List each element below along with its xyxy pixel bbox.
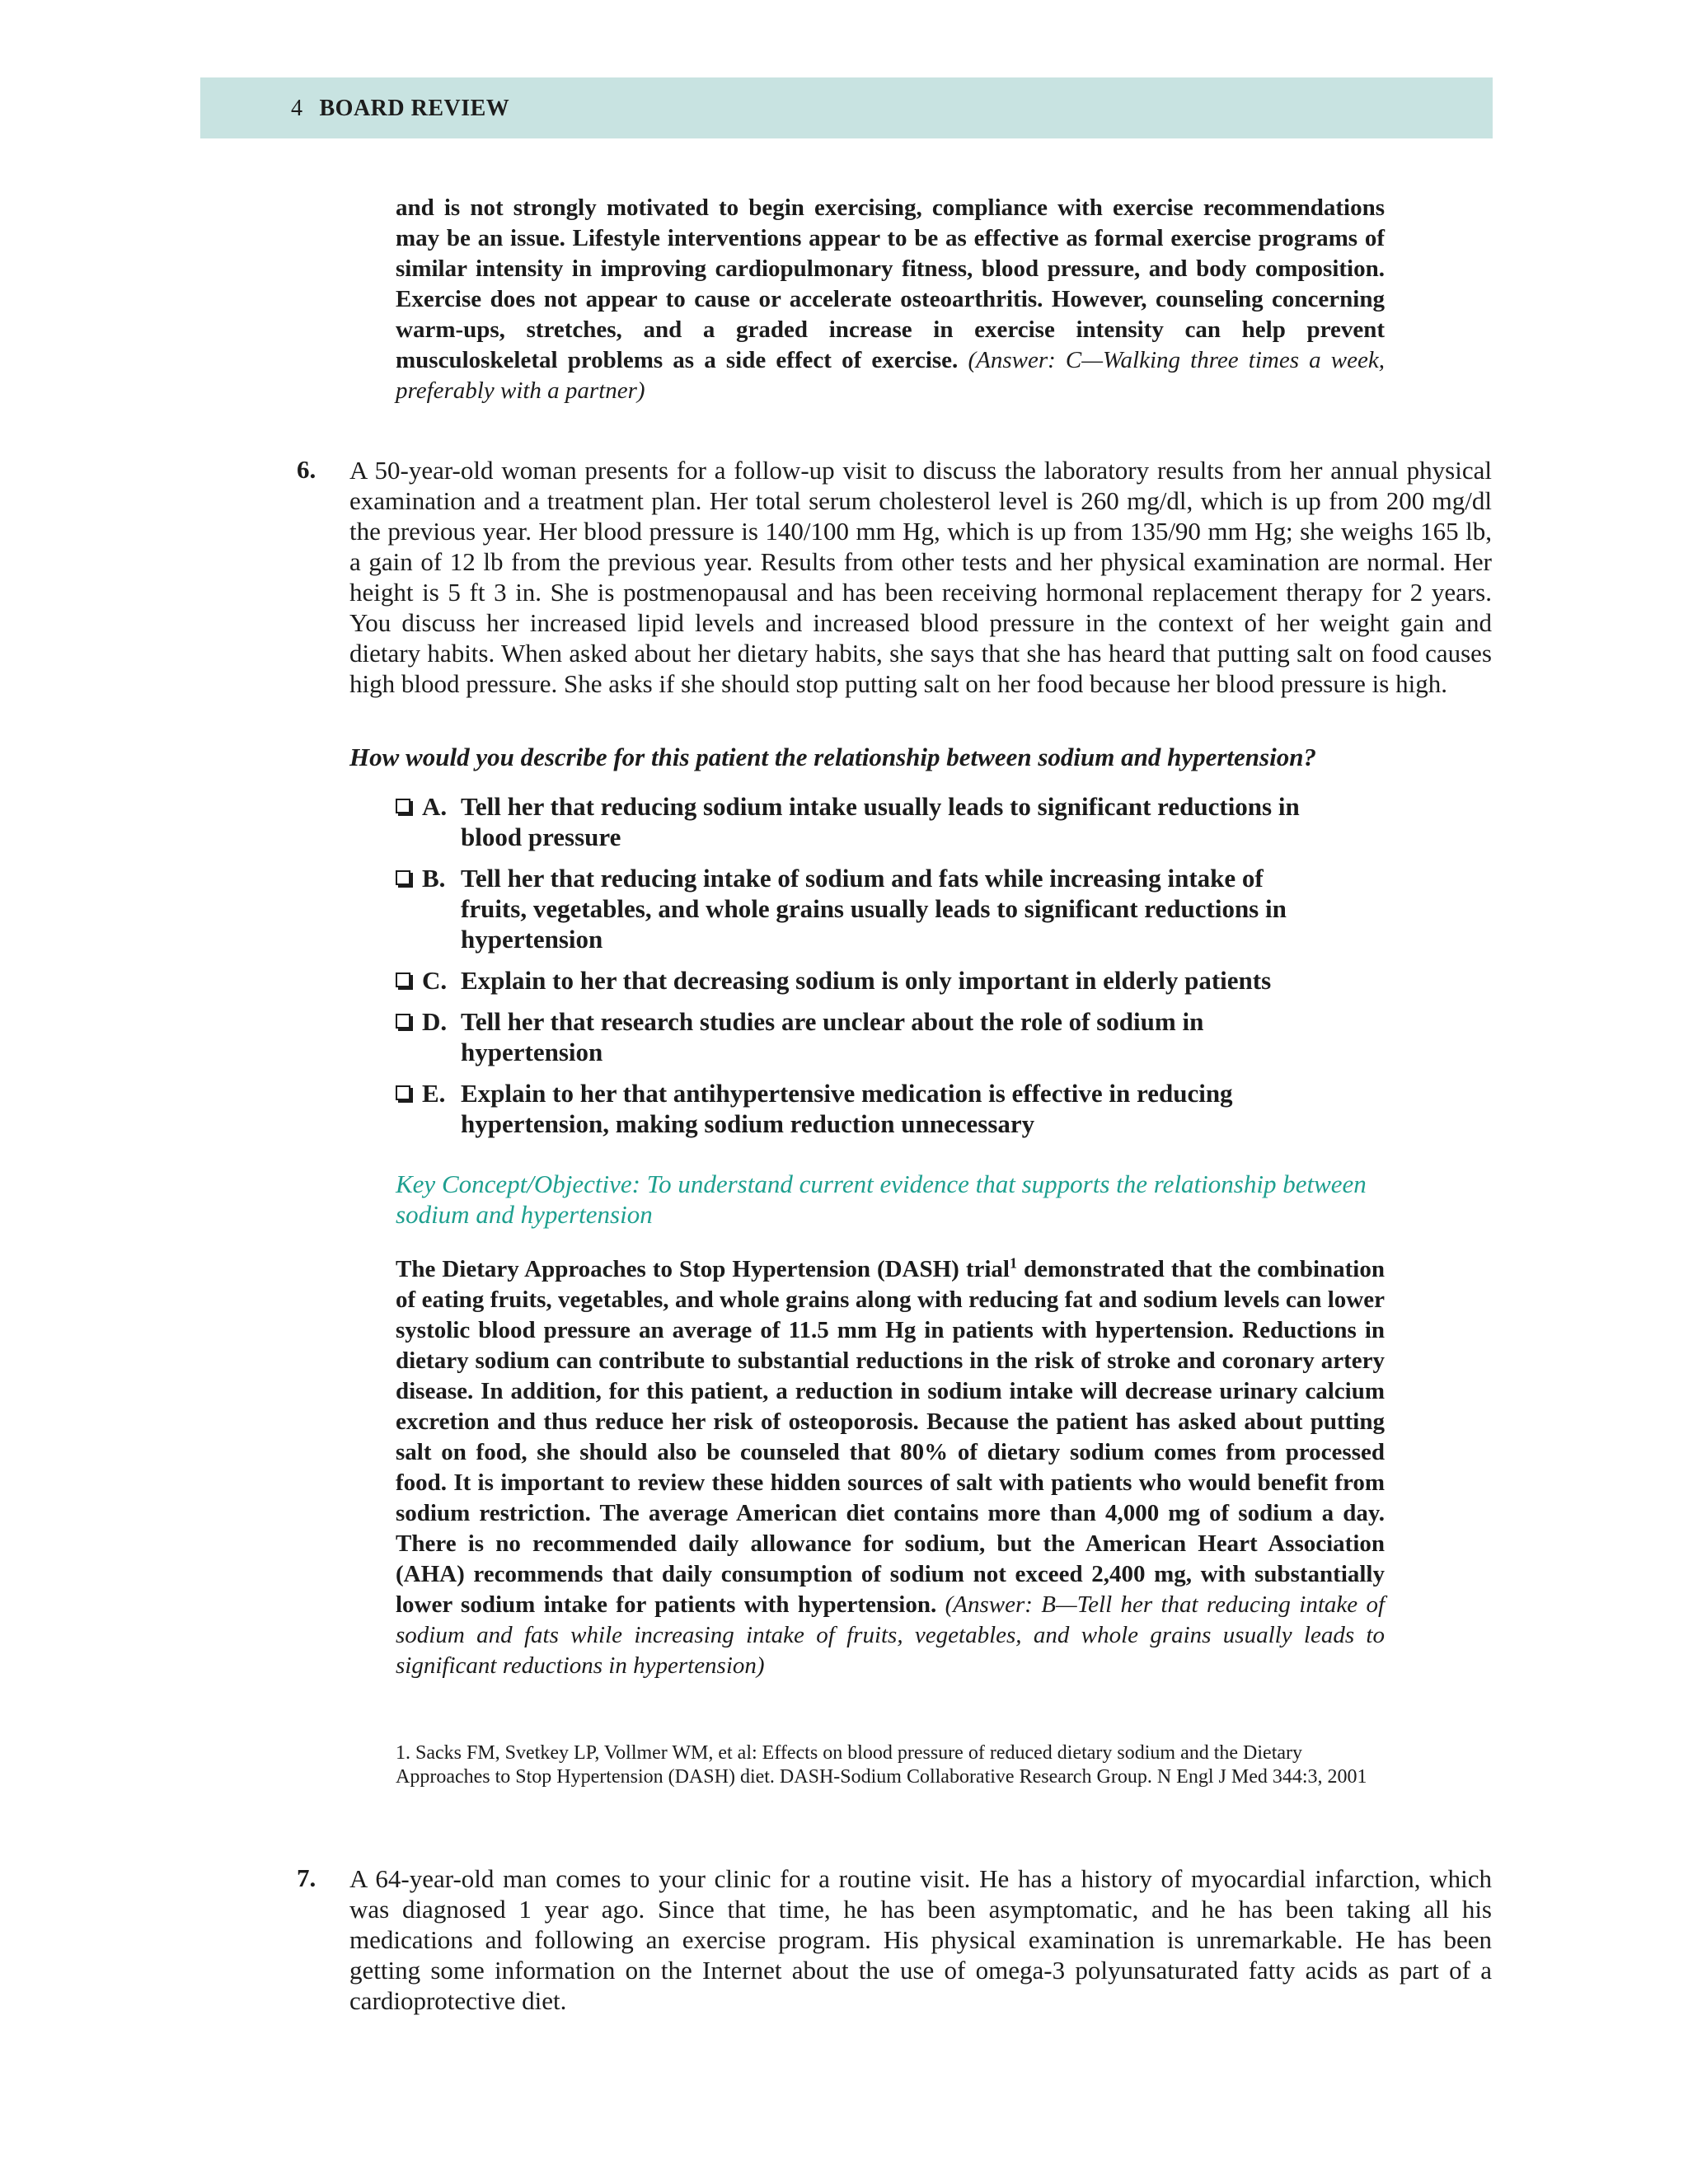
q6-explanation	[396, 1254, 1385, 1681]
q6-number: 6.	[297, 455, 316, 484]
option-letter: A.	[422, 792, 448, 821]
option-text: Explain to her that decreasing sodium is only important in elderly patients	[461, 966, 1272, 995]
q5-explanation-tail	[396, 193, 1385, 406]
q6-stem: A 50-year-old woman presents for a follow-up visit to discuss the laboratory results from her annual physical examination and a treatment plan. Her total serum cholesterol level is 260 mg/dl, which is up from 200 mg/dl the previous year. Her blood pressure is 140/100 mm Hg, which is up from 135/90 mm Hg; she weighs 165 lb, a gain of 12 lb from the previous year. Results from other tests and her physical examination are normal. Her height is 5 ft 3 in. She is postmenopausal and has been receiving hormonal replacement therapy for 2 years. You discuss her increased lipid levels and increased blood pressure in the context of her weight gain and dietary habits. When asked about her dietary habits, she says that she has heard that putting salt on food causes high blood pressure. She asks if she should stop putting salt on her food because her blood pressure is high.	[349, 456, 1492, 698]
q6-explanation-rest: demonstrated that the combination of eating fruits, vegetables, and whole grains along with reducing fat and sodium levels can lower systolic blood pressure an average of 11.5 mm Hg in patients with hypertension. Reductions in dietary sodium can contribute to substantial reductions in the risk of stroke and coronary artery disease. In addition, for this patient, a reduction in sodium intake will decrease urinary calcium excretion and thus reduce her risk of osteoporosis. Because the patient has asked about putting salt on food, she should also be counseled that 80% of dietary sodium comes from processed food. It is important to review these hidden sources of salt with patients who would benefit from sodium restriction. The average American diet contains more than 4,000 mg of sodium a day. There is no recommended daily allowance for sodium, but the American Heart Association (AHA) recommends that daily consumption of sodium not exceed 2,400 mg, with substantially lower sodium intake for patients with hypertension.	[396, 1256, 1385, 1618]
checkbox-icon[interactable]	[396, 870, 410, 885]
q5-explanation-text: and is not strongly motivated to begin exercising, compliance with exercise recommendations may be an issue. Lifestyle interventions appear to be as effective as formal exercise programs of similar intensity in improving cardiopulmonary fitness, blood pressure, and body composition. Exercise does not appear to cause or accelerate osteoarthritis. However, counseling concerning warm-ups, stretches, and a graded increase in exercise intensity can help prevent musculoskeletal problems as a side effect of exercise.	[396, 194, 1385, 373]
option-letter: E.	[422, 1079, 446, 1108]
option-text: Tell her that research studies are unclear about the role of sodium in hypertension	[461, 1007, 1204, 1066]
option-d[interactable]	[396, 1006, 1294, 1067]
option-a[interactable]	[396, 791, 1302, 852]
checkbox-icon[interactable]	[396, 1085, 410, 1100]
option-text: Tell her that reducing intake of sodium and fats while increasing intake of fruits, vegetables, and whole grains usually leads to significant reductions in hypertension	[461, 864, 1287, 954]
q7-number: 7.	[297, 1863, 316, 1892]
option-e[interactable]	[396, 1078, 1311, 1139]
page-number: 4	[291, 96, 303, 121]
q6-answer: (Answer: B—Tell her that reducing intake of sodium and fats while increasing intake of fruits, vegetables, and whole grains usually leads to significant reductions in hypertension)	[396, 1591, 1386, 1679]
option-c[interactable]	[396, 965, 1352, 996]
footnote: 1. Sacks FM, Svetkey LP, Vollmer WM, et al: Effects on blood pressure of reduced dietary sodium and the Dietary Approaches to Stop Hypertension (DASH) diet. DASH-Sodium Collaborative Research Group. N Engl J Med 344:3, 2001	[396, 1742, 1367, 1788]
option-text: Tell her that reducing sodium intake usually leads to significant reductions in blood pressure	[461, 792, 1300, 851]
footnote-ref[interactable]: 1	[1009, 1254, 1017, 1272]
checkbox-icon[interactable]	[396, 799, 410, 813]
q6-prompt: How would you describe for this patient the relationship between sodium and hypertension?	[349, 743, 1316, 771]
checkbox-icon[interactable]	[396, 972, 410, 987]
option-letter: D.	[422, 1007, 448, 1036]
running-header	[200, 77, 1493, 138]
key-concept: Key Concept/Objective: To understand current evidence that supports the relationship between sodium and hypertension	[396, 1169, 1367, 1229]
q5-answer: (Answer: C—Walking three times a week, preferably with a partner)	[396, 347, 1385, 404]
checkbox-icon[interactable]	[396, 1014, 410, 1029]
option-b[interactable]	[396, 863, 1311, 954]
option-letter: B.	[422, 864, 446, 893]
q7-stem: A 64-year-old man comes to your clinic for a routine visit. He has a history of myocardial infarction, which was diagnosed 1 year ago. Since that time, he has been asymptomatic, and he has been taking all his medications and following an exercise program. His physical examination is unremarkable. He has been getting some information on the Internet about the use of omega-3 polyunsaturated fatty acids as part of a cardioprotective diet.	[349, 1864, 1492, 2015]
q6-explanation-start: The Dietary Approaches to Stop Hypertension (DASH) trial	[396, 1256, 1010, 1282]
header-title: BOARD REVIEW	[319, 96, 510, 121]
header-text	[291, 96, 509, 122]
option-letter: C.	[422, 966, 448, 995]
option-text: Explain to her that antihypertensive medication is effective in reducing hypertension, making sodium reduction unnecessary	[461, 1079, 1233, 1138]
